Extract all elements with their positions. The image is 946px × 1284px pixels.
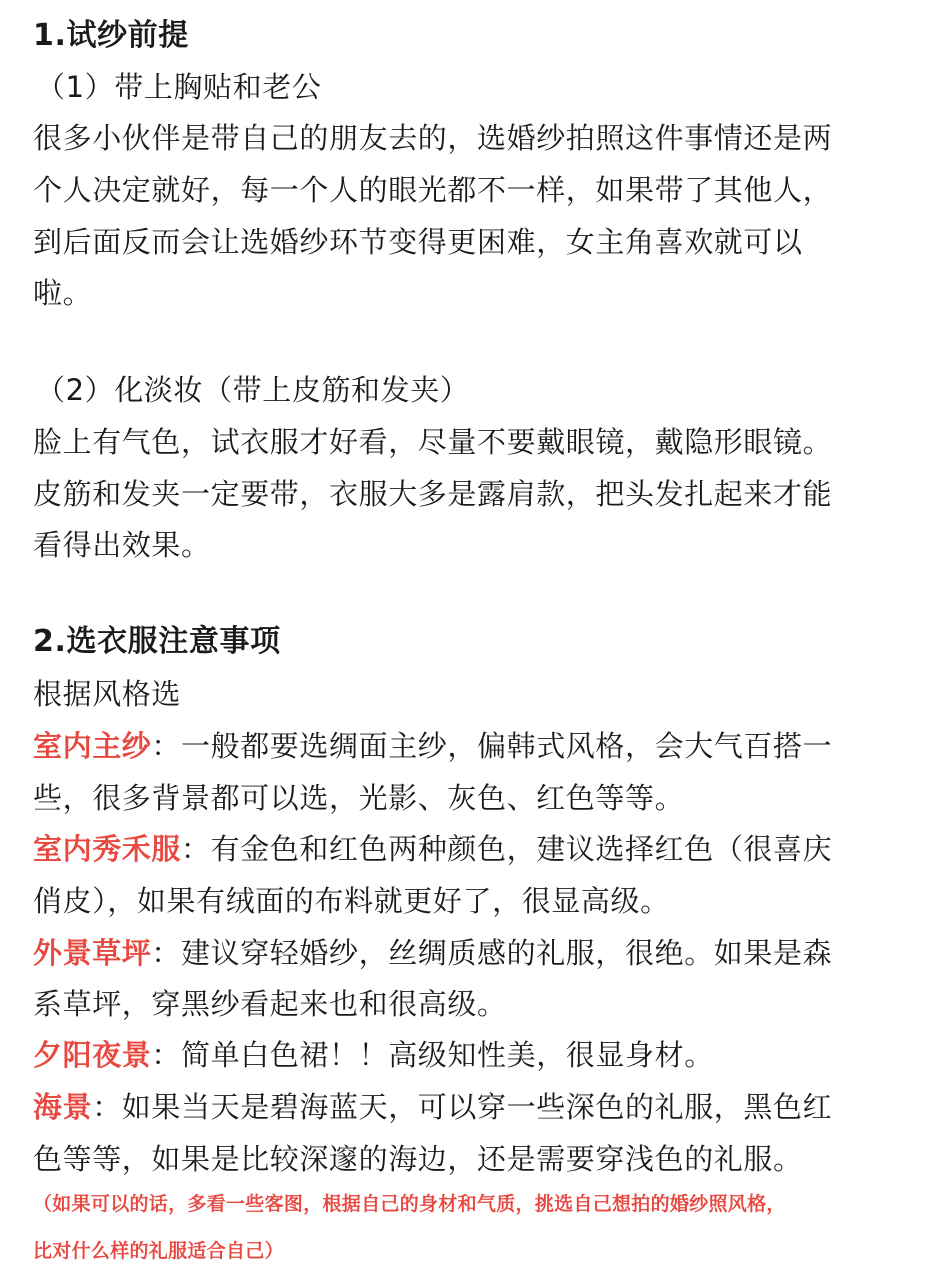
item-2-line-3: 看得出效果。 (33, 528, 211, 562)
item-1-line-2: 个人决定就好，每一个人的眼光都不一样，如果带了其他人， (33, 173, 833, 207)
style-term-xiuhe: 室内秀禾服 (33, 832, 182, 866)
style-xiuhe-line-2: 俏皮），如果有绒面的布料就更好了，很显高级。 (33, 884, 670, 918)
style-sunset-line-1 (33, 1035, 714, 1075)
item-2-title: （2）化淡妆（带上皮筋和发夹） (36, 373, 470, 407)
item-2-line-1: 脸上有气色，试衣服才好看，尽量不要戴眼镜，戴隐形眼镜。 (33, 425, 833, 459)
style-desc: ：建议穿轻婚纱，丝绸质感的礼服，很绝。如果是森 (151, 936, 833, 970)
style-term-sunset: 夕阳夜景 (33, 1038, 152, 1072)
note-line-1: （如果可以的话，多看一些客图，根据自己的身材和气质，挑选自己想拍的婚纱照风格， (33, 1193, 786, 1215)
style-lawn-line-1 (33, 933, 832, 973)
note-line-2: 比对什么样的礼服适合自己） (33, 1240, 284, 1262)
section-2-heading: 2.选衣服注意事项 (33, 624, 281, 659)
style-desc: ：如果当天是碧海蓝天，可以穿一些深色的礼服，黑色红 (92, 1090, 833, 1124)
style-term-indoor-gown: 室内主纱 (33, 729, 152, 763)
style-term-seaside: 海景 (33, 1090, 93, 1124)
style-desc: ：一般都要选绸面主纱，偏韩式风格，会大气百搭一 (151, 729, 833, 763)
style-indoor-gown-line-2: 些，很多背景都可以选，光影、灰色、红色等等。 (33, 781, 685, 815)
item-2-line-2: 皮筋和发夹一定要带，衣服大多是露肩款，把头发扎起来才能 (33, 477, 833, 511)
style-xiuhe-line-1 (33, 829, 832, 869)
item-1-line-4: 啦。 (33, 276, 93, 310)
item-1-line-1: 很多小伙伴是带自己的朋友去的，选婚纱拍照这件事情还是两 (33, 121, 833, 155)
style-term-lawn: 外景草坪 (33, 936, 152, 970)
item-1-title: （1）带上胸贴和老公 (36, 70, 322, 104)
section-2-intro: 根据风格选 (33, 677, 182, 711)
style-desc: ：有金色和红色两种颜色，建议选择红色（很喜庆 (181, 832, 833, 866)
style-seaside-line-2: 色等等，如果是比较深邃的海边，还是需要穿浅色的礼服。 (33, 1142, 803, 1176)
style-indoor-gown-line-1 (33, 726, 832, 766)
style-desc: ：简单白色裙！！高级知性美，很显身材。 (151, 1038, 714, 1072)
style-lawn-line-2: 系草坪，穿黑纱看起来也和很高级。 (33, 987, 507, 1021)
item-1-line-3: 到后面反而会让选婚纱环节变得更困难，女主角喜欢就可以 (33, 225, 803, 259)
style-seaside-line-1 (33, 1087, 832, 1127)
section-1-heading: 1.试纱前提 (33, 18, 189, 53)
